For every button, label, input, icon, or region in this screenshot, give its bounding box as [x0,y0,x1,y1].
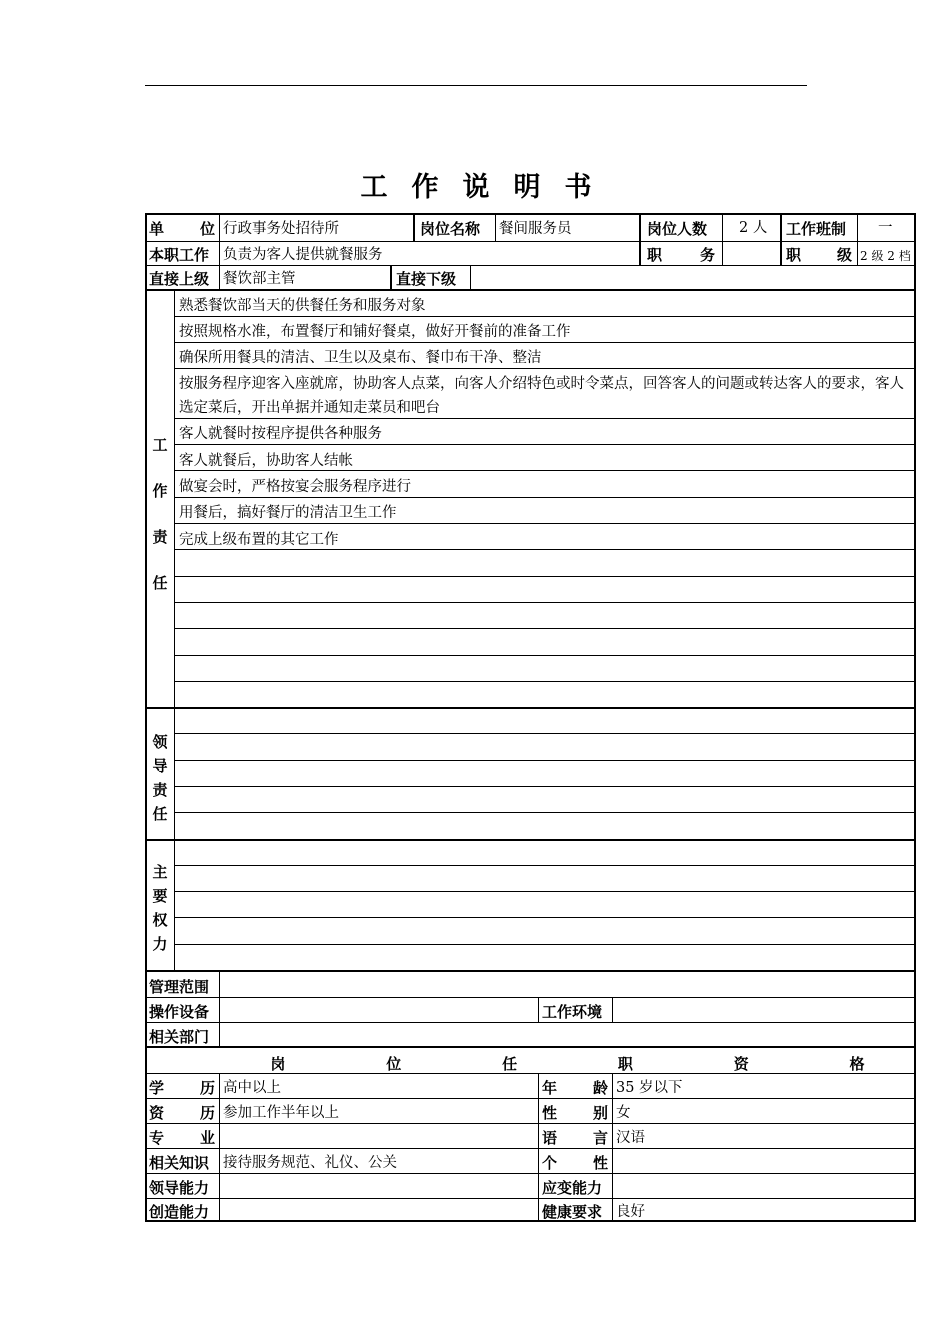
duty-item: 完成上级布置的其它工作 [179,532,339,548]
qualifications-title: 岗 位 任 职 资 格 [270,1055,865,1073]
duty-item: 用餐后，搞好餐厅的清洁卫生工作 [179,505,397,521]
health-value: 良好 [616,1204,645,1220]
creativity-label: 创造能力 [149,1203,210,1221]
language-label: 语 言 [542,1129,608,1147]
superior-value: 餐饮部主管 [223,271,296,287]
superior-label: 直接上级 [149,270,210,288]
duty-label: 本职工作 [149,246,210,264]
post-name-label: 岗位名称 [420,220,481,238]
major-label: 专 业 [149,1129,215,1147]
header-rule [145,85,807,86]
duty-item: 客人就餐时按程序提供各种服务 [179,426,382,442]
gender-value: 女 [616,1105,631,1121]
experience-label: 资 历 [149,1104,215,1122]
education-label: 学 历 [149,1079,215,1097]
scope-label: 管理范围 [149,978,210,996]
duty-item: 按服务程序迎客入座就席，协助客人点菜，向客人介绍特色或时令菜点，回答客人的问题或转达客人的要求，客人选定菜后，开出单据并通知走菜员和吧台 [179,376,904,416]
duty-item: 确保所用餐具的清洁、卫生以及桌布、餐巾布干净、整洁 [179,350,542,366]
unit-label: 单 位 [149,220,215,238]
health-label: 健康要求 [542,1203,603,1221]
shift-label: 工作班制 [786,220,847,238]
knowledge-label: 相关知识 [149,1154,210,1172]
grade-label: 职 级 [786,246,852,264]
knowledge-value: 接待服务规范、礼仪、公关 [223,1155,397,1171]
age-value: 35 岁以下 [616,1080,683,1096]
leadership-label: 领 导 责 任 [152,733,168,823]
language-value: 汉语 [616,1130,645,1146]
position-label: 职 务 [647,246,715,264]
post-count-value: 2 人 [739,220,768,236]
adaptability-label: 应变能力 [542,1179,603,1197]
equipment-label: 操作设备 [149,1003,210,1021]
duty-value: 负责为客人提供就餐服务 [223,247,383,263]
page-title: 工作说明书 [360,172,616,203]
duty-item: 熟悉餐饮部当天的供餐任务和服务对象 [179,298,426,314]
duty-item: 客人就餐后，协助客人结帐 [179,453,353,469]
unit-value: 行政事务处招待所 [223,221,339,237]
experience-value: 参加工作半年以上 [223,1105,339,1121]
authority-label: 主 要 权 力 [152,863,168,953]
age-label: 年 龄 [542,1079,608,1097]
responsibilities-label: 工 作 责 任 [152,436,168,592]
duty-item: 做宴会时，严格按宴会服务程序进行 [179,479,411,495]
duty-item: 按照规格水准，布置餐厅和铺好餐桌，做好开餐前的准备工作 [179,324,571,340]
gender-label: 性 别 [542,1104,608,1122]
subordinate-label: 直接下级 [396,270,457,288]
dept-label: 相关部门 [149,1028,210,1046]
environment-label: 工作环境 [542,1003,603,1021]
shift-value: 一 [878,220,893,236]
education-value: 高中以上 [223,1080,281,1096]
personality-label: 个 性 [542,1154,608,1172]
post-name-value: 餐间服务员 [499,221,572,237]
post-count-label: 岗位人数 [647,220,708,238]
grade-value: 2 级 2 档 [860,249,911,263]
leadership-ability-label: 领导能力 [149,1179,210,1197]
